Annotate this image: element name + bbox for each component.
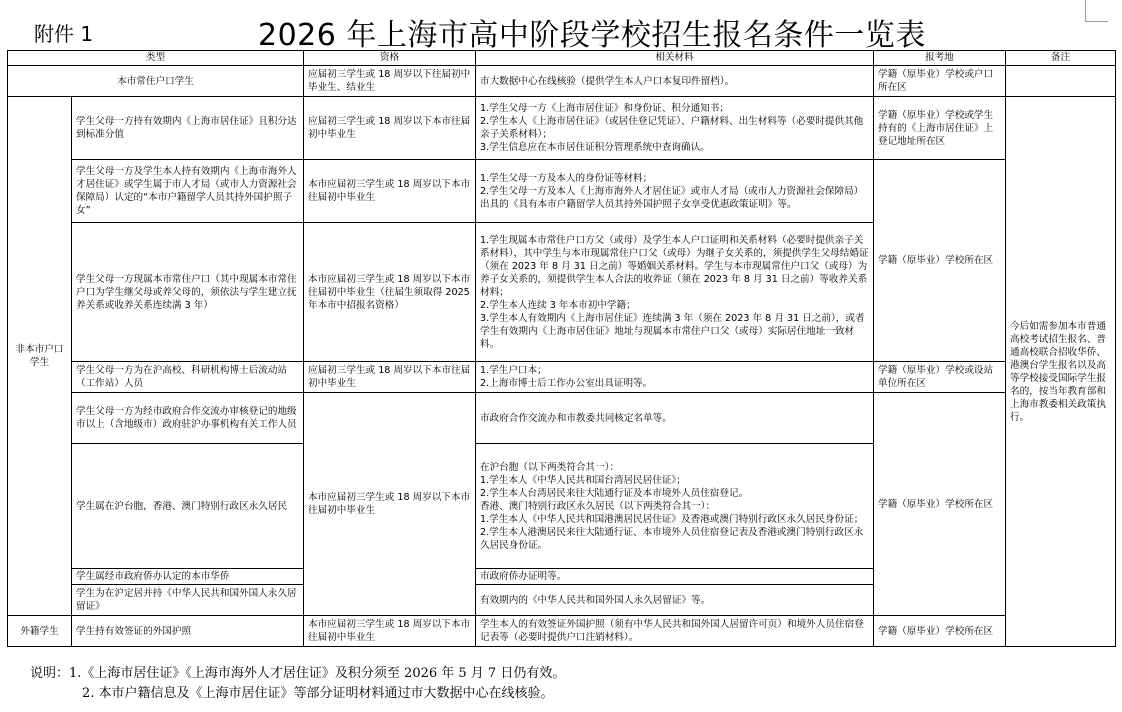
remarks-cell: 今后如需参加本市普通高校考试招生报名、普通高校联合招收华侨、港澳台学生报名以及高等学校接受国际学生报名的，按当年教育部和上海市教委相关政策执行。 (1006, 97, 1116, 647)
type-cell: 学生父母一方持有效期内《上海市居住证》且积分达到标准分值 (72, 97, 304, 160)
document-title: 2026 年上海市高中阶段学校招生报名条件一览表 (258, 18, 926, 53)
table-row (8, 393, 1116, 444)
materials-cell: 1.学生户口本； 2.上海市博士后工作办公室出具证明等。 (476, 362, 874, 393)
type-cell: 本市常住户口学生 (8, 66, 304, 97)
attachment-label: 附件 1 (34, 22, 94, 46)
type-cell: 学生属在沪台胞，香港、澳门特别行政区永久居民 (72, 444, 304, 569)
qualification-cell: 应届初三学生或 18 周岁以下往届初中毕业生、结业生 (304, 66, 476, 97)
corner-crop-mark (1085, 0, 1108, 22)
qualification-cell: 应届初三学生或 18 周岁以下本市往届初中毕业生 (304, 362, 476, 393)
type-cell: 学生为在沪定居并持《中华人民共和国外国人永久居留证》 (72, 585, 304, 616)
note-text-1: 1.《上海市居住证》《上海市海外人才居住证》及积分须至 2026 年 5 月 7 日仍有效。 (69, 666, 566, 681)
qualification-cell: 本市应届初三学生或 18 周岁以下本市往届初中毕业生 (304, 393, 476, 616)
table-row (8, 66, 1116, 97)
remarks-cell-empty (1006, 66, 1116, 97)
column-header-exam-place: 报考地 (874, 51, 1006, 66)
group-label-foreign: 外籍学生 (8, 616, 72, 647)
column-header-remarks: 备注 (1006, 51, 1116, 66)
type-cell: 学生持有效签证的外国护照 (72, 616, 304, 647)
exam-place-cell: 学籍（原毕业）学校所在区 (874, 616, 1006, 647)
note-line-1 (30, 664, 565, 684)
exam-place-cell: 学籍（原毕业）学校所在区 (874, 393, 1006, 616)
note-text-2: 2. 本市户籍信息及《上海市居住证》等部分证明材料通过市大数据中心在线核验。 (82, 686, 554, 701)
group-label-nonlocal: 非本市户口学生 (8, 97, 72, 616)
column-header-qualification: 资格 (304, 51, 476, 66)
type-cell: 学生父母一方及学生本人持有效期内《上海市海外人才居住证》或学生属于市人才局（或市人力资源社会保障局）认定的“本市户籍留学人员其持外国护照子女” (72, 160, 304, 223)
type-cell: 学生父母一方现属本市常住户口（其中现属本市常住户口为学生继父母或养父母的，须依法与学生建立抚养关系或收养关系连续满 3 年） (72, 223, 304, 362)
materials-cell: 学生本人的有效签证外国护照（须有中华人民共和国外国人居留许可页）和境外人员住宿登记表等（必要时提供户口注销材料）。 (476, 616, 874, 647)
materials-cell: 市政府合作交流办和市教委共同核定名单等。 (476, 393, 874, 444)
qualification-cell: 应届初三学生或 18 周岁以下本市往届初中毕业生 (304, 97, 476, 160)
column-header-materials: 相关材料 (476, 51, 874, 66)
type-cell: 学生父母一方为在沪高校、科研机构博士后流动站（工作站）人员 (72, 362, 304, 393)
materials-cell: 有效期内的《中华人民共和国外国人永久居留证》等。 (476, 585, 874, 616)
table-row (8, 97, 1116, 160)
materials-cell: 1.学生父母一方《上海市居住证》和身份证、积分通知书； 2.学生本人《上海市居住证》（或居住登记凭证）、户籍材料、出生材料等（必要时提供其他亲子关系材料）； 3.学生信息应在本市居住证积分管理系统中查询确认。 (476, 97, 874, 160)
qualification-cell: 本市应届初三学生或 18 周岁以下本市往届初中毕业生（往届生须取得 2025 年本市中招报名资格） (304, 223, 476, 362)
materials-cell: 市大数据中心在线核验（提供学生本人户口本复印件留档）。 (476, 66, 874, 97)
notes-prefix: 说明： (30, 666, 70, 681)
column-header-type: 类型 (8, 51, 304, 66)
table-row (8, 160, 1116, 223)
exam-place-cell: 学籍（原毕业）学校或学生持有的《上海市居住证》上登记地址所在区 (874, 97, 1006, 160)
exam-place-cell: 学籍（原毕业）学校或户口所在区 (874, 66, 1006, 97)
materials-cell: 1.学生现属本市常住户口方父（或母）及学生本人户口证明和关系材料（必要时提供亲子关系材料），其中学生与本市现属常住户口父（或母）为继子女关系的，须提供学生父母结婚证（须在 2023 年 8 月 31 日之前）等婚姻关系材料。学生与本市现属常住户口父（或母）为养子女关系的，须提供学生本人合法的收养证（须在 2023 年 8 月 31 日之前）等收养关系材料； 2.学生本人连续 3 年本市初中学籍； 3.学生本人有效期内《上海市居住证》连续满 3 年（须在 2023 年 8 月 31 日之前），或者学生有效期内《上海市居住证》地址与现属本市常住户口父（或母）实际居住地址一致材料。 (476, 223, 874, 362)
table-row (8, 616, 1116, 647)
notes-section (30, 664, 565, 704)
admission-conditions-table (7, 50, 1116, 647)
materials-cell: 1.学生父母一方及本人的身份证等材料； 2.学生父母一方及本人《上海市海外人才居住证》或市人才局（或市人力资源社会保障局）出具的《具有本市户籍留学人员其持外国护照子女享受优惠政策证明》等。 (476, 160, 874, 223)
qualification-cell: 本市应届初三学生或 18 周岁以下本市往届初中毕业生 (304, 616, 476, 647)
exam-place-cell: 学籍（原毕业）学校或设站单位所在区 (874, 362, 1006, 393)
type-cell: 学生属经市政府侨办认定的本市华侨 (72, 569, 304, 585)
materials-cell: 在沪台胞（以下两类符合其一）： 1.学生本人《中华人民共和国台湾居民居住证》； 2.学生本人台湾居民来往大陆通行证及本市境外人员住宿登记。 香港、澳门特别行政区永久居民（以下两类符合其一）： 1.学生本人《中华人民共和国港澳居民居住证》及香港或澳门特别行政区永久居民身份证； 2.学生本人港澳居民来往大陆通行证、本市境外人员住宿登记表及香港或澳门特别行政区永久居民身份证。 (476, 444, 874, 569)
table-row (8, 362, 1116, 393)
exam-place-cell: 学籍（原毕业）学校所在区 (874, 160, 1006, 362)
materials-cell: 市政府侨办证明等。 (476, 569, 874, 585)
type-cell: 学生父母一方为经市政府合作交流办审核登记的地级市以上（含地级市）政府驻沪办事机构有关工作人员 (72, 393, 304, 444)
table-header-row (8, 51, 1116, 66)
qualification-cell: 本市应届初三学生或 18 周岁以下本市往届初中毕业生 (304, 160, 476, 223)
